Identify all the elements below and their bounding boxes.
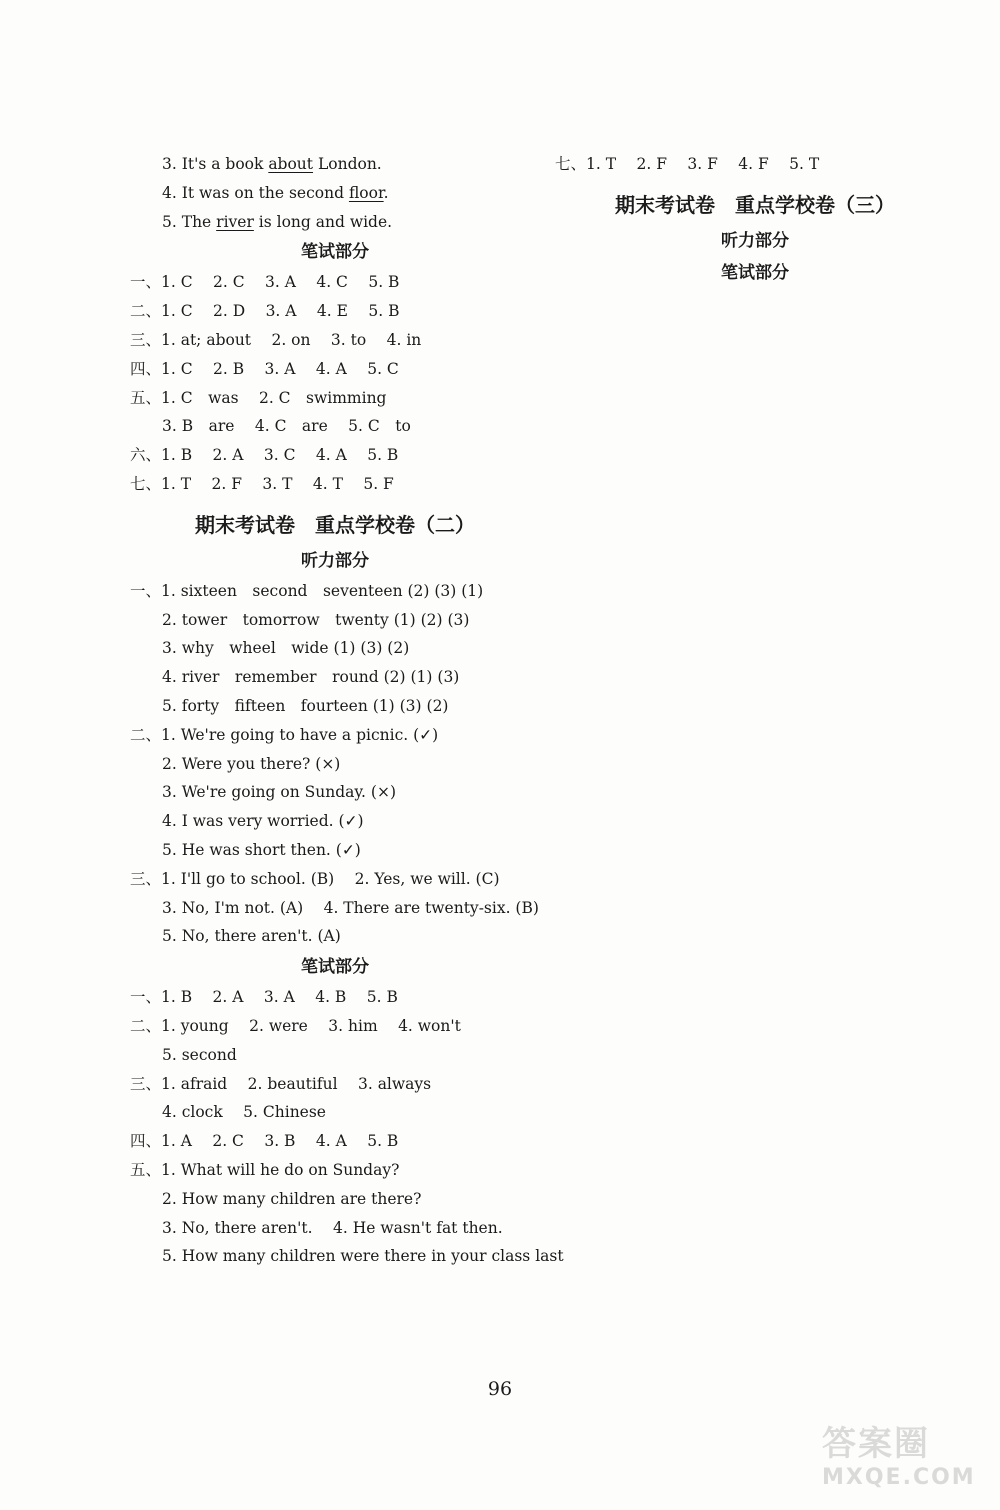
answer-line: 2. How many children are there? xyxy=(162,1189,422,1208)
section-title-listening-2: 听力部分 xyxy=(301,550,369,571)
section-title-written-3: 笔试部分 xyxy=(721,262,789,283)
answer-text: . xyxy=(383,183,389,202)
answer-line: 七、1. T 2. F 3. T 4. T 5. F xyxy=(130,474,394,493)
answer-line: 五、1. What will he do on Sunday? xyxy=(130,1160,400,1179)
answer-line: 4. river remember round (2) (1) (3) xyxy=(162,668,460,687)
item-number: 4. xyxy=(162,183,177,202)
listening-underline-answers xyxy=(130,150,540,236)
answer-text: It was on the second xyxy=(181,183,349,202)
exam-title-3: 期末考试卷 重点学校卷（三） xyxy=(615,192,895,217)
answer-line: 3. why wheel wide (1) (3) (2) xyxy=(162,639,410,658)
answer-text: The xyxy=(181,212,217,231)
answer-line: 二、1. C 2. D 3. A 4. E 5. B xyxy=(130,302,400,321)
answer-line: 4. I was very worried. (✓) xyxy=(162,812,364,831)
answer-text: It's a book xyxy=(181,155,269,173)
answer-line: 5. He was short then. (✓) xyxy=(162,840,361,859)
answer-line: 3. No, I'm not. (A) 4. There are twenty-six. (B) xyxy=(162,898,539,917)
listening-answers-2 xyxy=(130,577,540,951)
underlined-answer: floor xyxy=(348,183,384,202)
watermark-logo xyxy=(822,1416,982,1501)
watermark-text-top: 答案圈 xyxy=(822,1424,930,1464)
item-number: 3. xyxy=(162,155,177,173)
answer-line: 一、1. sixteen second seventeen (2) (3) (1) xyxy=(130,581,484,600)
answer-line: 2. Were you there? (×) xyxy=(162,754,341,773)
answer-line: 4. clock 5. Chinese xyxy=(162,1103,326,1122)
left-column xyxy=(130,150,564,1271)
answer-line: 七、1. T 2. F 3. F 4. F 5. T xyxy=(555,155,820,173)
section-title-written-1: 笔试部分 xyxy=(301,242,369,263)
right-column xyxy=(555,150,955,289)
exam-title-2: 期末考试卷 重点学校卷（二） xyxy=(195,512,475,537)
written-answers-1 xyxy=(130,268,540,498)
answer-line: 5. No, there aren't. (A) xyxy=(162,927,341,946)
written-answers-2 xyxy=(130,983,564,1271)
answer-line: 2. tower tomorrow twenty (1) (2) (3) xyxy=(162,610,470,629)
answer-line: 三、1. at; about 2. on 3. to 4. in xyxy=(130,330,422,349)
answer-line: 三、1. I'll go to school. (B) 2. Yes, we will. (C) xyxy=(130,869,500,888)
page-number: 96 xyxy=(487,1378,513,1400)
answer-line: 六、1. B 2. A 3. C 4. A 5. B xyxy=(130,446,399,465)
item-number: 5. xyxy=(162,212,177,231)
answer-line xyxy=(130,208,540,237)
answer-line: 5. second xyxy=(162,1045,237,1064)
answer-text: is long and wide. xyxy=(253,212,393,231)
watermark-text-bottom: MXQE.COM xyxy=(822,1465,976,1490)
section-title-written-2: 笔试部分 xyxy=(301,957,369,978)
answer-line: 3. No, there aren't. 4. He wasn't fat then. xyxy=(162,1218,503,1237)
answer-text: London. xyxy=(313,155,382,173)
answer-line xyxy=(130,150,540,179)
answer-line: 5. How many children were there in your class last xyxy=(162,1247,564,1266)
answer-line xyxy=(130,179,540,208)
answer-line: 二、1. young 2. were 3. him 4. won't xyxy=(130,1016,461,1035)
answer-line: 一、1. C 2. C 3. A 4. C 5. B xyxy=(130,273,400,292)
answer-line: 3. We're going on Sunday. (×) xyxy=(162,783,396,802)
answer-line: 一、1. B 2. A 3. A 4. B 5. B xyxy=(130,988,398,1007)
answer-line: 三、1. afraid 2. beautiful 3. always xyxy=(130,1074,432,1093)
answer-line: 二、1. We're going to have a picnic. (✓) xyxy=(130,725,439,744)
section-title-listening-3: 听力部分 xyxy=(721,230,789,251)
answer-line: 5. forty fifteen fourteen (1) (3) (2) xyxy=(162,696,449,715)
answer-line: 五、1. C was 2. C swimming xyxy=(130,388,387,407)
answer-line: 3. B are 4. C are 5. C to xyxy=(162,417,411,436)
underlined-answer: river xyxy=(216,212,254,231)
answer-line: 四、1. A 2. C 3. B 4. A 5. B xyxy=(130,1132,399,1151)
underlined-answer: about xyxy=(268,155,314,173)
answer-line: 四、1. C 2. B 3. A 4. A 5. C xyxy=(130,359,399,378)
